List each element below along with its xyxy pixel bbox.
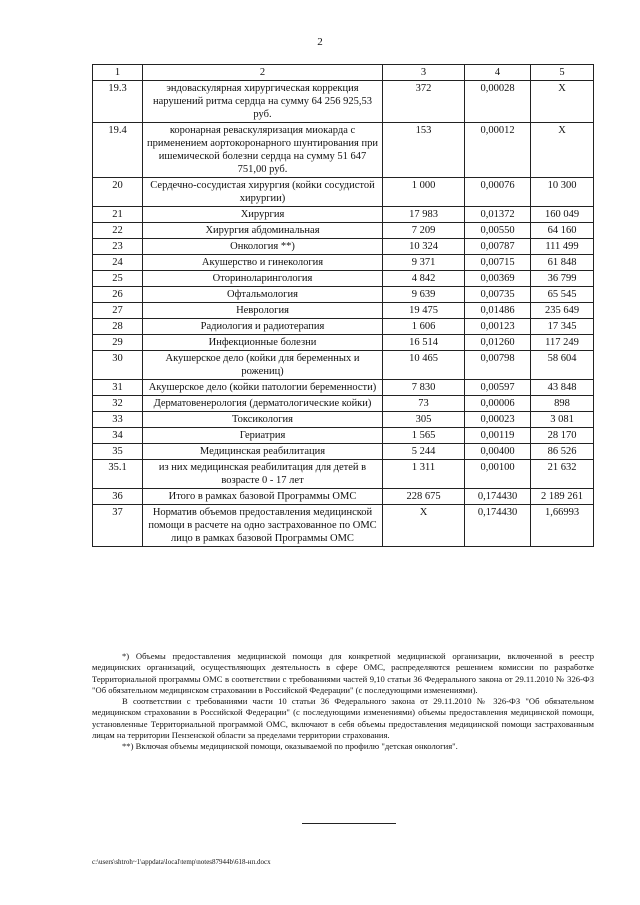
cell-c4: 0,00369 bbox=[465, 271, 531, 287]
table-row bbox=[93, 489, 594, 505]
cell-num: 34 bbox=[93, 428, 143, 444]
separator-line bbox=[302, 823, 396, 824]
table-row bbox=[93, 319, 594, 335]
cell-c5: 65 545 bbox=[531, 287, 594, 303]
cell-c3: 9 639 bbox=[383, 287, 465, 303]
cell-c5: 235 649 bbox=[531, 303, 594, 319]
cell-c3: 73 bbox=[383, 396, 465, 412]
table-row bbox=[93, 223, 594, 239]
cell-c3: Х bbox=[383, 505, 465, 547]
cell-c3: 19 475 bbox=[383, 303, 465, 319]
cell-c4: 0,00400 bbox=[465, 444, 531, 460]
cell-name: Дерматовенерология (дерматологические койки) bbox=[143, 396, 383, 412]
cell-c3: 17 983 bbox=[383, 207, 465, 223]
cell-name: Токсикология bbox=[143, 412, 383, 428]
footnote-2: В соответствии с требованиями части 10 статьи 36 Федерального закона от 29.11.2010 № 326-ФЗ "Об обязательном медицинском страховании в Российской Федерации" (с последующими изменениями) объемы предоставления медицинской помощи, установленные Территориальной программой ОМС, включают в себя объемы предоставления медицинской помощи застрахованным лицам на территории Пензенской области за пределами территории страхования. bbox=[92, 696, 594, 741]
table-row bbox=[93, 428, 594, 444]
cell-c3: 10 324 bbox=[383, 239, 465, 255]
cell-name: Неврология bbox=[143, 303, 383, 319]
cell-name: Онкология **) bbox=[143, 239, 383, 255]
cell-name: Итого в рамках базовой Программы ОМС bbox=[143, 489, 383, 505]
cell-num: 32 bbox=[93, 396, 143, 412]
cell-name: из них медицинская реабилитация для детей в возрасте 0 - 17 лет bbox=[143, 460, 383, 489]
table-row bbox=[93, 123, 594, 178]
cell-name: Оториноларингология bbox=[143, 271, 383, 287]
cell-c5: 3 081 bbox=[531, 412, 594, 428]
table-row bbox=[93, 505, 594, 547]
cell-num: 23 bbox=[93, 239, 143, 255]
cell-name: Гериатрия bbox=[143, 428, 383, 444]
cell-num: 36 bbox=[93, 489, 143, 505]
cell-c3: 9 371 bbox=[383, 255, 465, 271]
footer-file-path: c:\users\shtroh~1\appdata\local\temp\notes87944b\618-нп.docx bbox=[92, 858, 271, 866]
cell-name: Сердечно-сосудистая хирургия (койки сосудистой хирургии) bbox=[143, 178, 383, 207]
cell-c4: 0,00123 bbox=[465, 319, 531, 335]
cell-c4: 0,00715 bbox=[465, 255, 531, 271]
cell-name: коронарная реваскуляризация миокарда с применением аортокоронарного шунтирования при ишемической болезни сердца на сумму 51 647 751,00 руб. bbox=[143, 123, 383, 178]
cell-c4: 0,174430 bbox=[465, 489, 531, 505]
table-row bbox=[93, 287, 594, 303]
cell-c3: 1 311 bbox=[383, 460, 465, 489]
cell-c5: 86 526 bbox=[531, 444, 594, 460]
cell-c5: 28 170 bbox=[531, 428, 594, 444]
cell-c5: 17 345 bbox=[531, 319, 594, 335]
cell-num: 30 bbox=[93, 351, 143, 380]
cell-c4: 0,00735 bbox=[465, 287, 531, 303]
table-row bbox=[93, 303, 594, 319]
cell-num: 35.1 bbox=[93, 460, 143, 489]
cell-num: 29 bbox=[93, 335, 143, 351]
cell-c5: 160 049 bbox=[531, 207, 594, 223]
cell-num: 31 bbox=[93, 380, 143, 396]
cell-c5: 10 300 bbox=[531, 178, 594, 207]
cell-name: Хирургия bbox=[143, 207, 383, 223]
cell-num: 37 bbox=[93, 505, 143, 547]
cell-c3: 7 830 bbox=[383, 380, 465, 396]
cell-c5: 117 249 bbox=[531, 335, 594, 351]
cell-name: Инфекционные болезни bbox=[143, 335, 383, 351]
cell-num: 19.3 bbox=[93, 81, 143, 123]
cell-num: 19.4 bbox=[93, 123, 143, 178]
cell-c3: 16 514 bbox=[383, 335, 465, 351]
cell-num: 26 bbox=[93, 287, 143, 303]
header-cell: 1 bbox=[93, 65, 143, 81]
cell-c5: 2 189 261 bbox=[531, 489, 594, 505]
table-row bbox=[93, 239, 594, 255]
cell-c4: 0,00076 bbox=[465, 178, 531, 207]
cell-name: Офтальмология bbox=[143, 287, 383, 303]
cell-c4: 0,00100 bbox=[465, 460, 531, 489]
cell-c3: 228 675 bbox=[383, 489, 465, 505]
cell-c4: 0,00798 bbox=[465, 351, 531, 380]
cell-c3: 4 842 bbox=[383, 271, 465, 287]
cell-c4: 0,00023 bbox=[465, 412, 531, 428]
cell-c3: 7 209 bbox=[383, 223, 465, 239]
cell-num: 24 bbox=[93, 255, 143, 271]
cell-c5: 1,66993 bbox=[531, 505, 594, 547]
cell-name: Норматив объемов предоставления медицинской помощи в расчете на одно застрахованное по ОМС лицо в рамках базовой Программы ОМС bbox=[143, 505, 383, 547]
cell-num: 33 bbox=[93, 412, 143, 428]
cell-num: 28 bbox=[93, 319, 143, 335]
table-row bbox=[93, 444, 594, 460]
cell-c3: 5 244 bbox=[383, 444, 465, 460]
cell-c3: 1 000 bbox=[383, 178, 465, 207]
table-row bbox=[93, 351, 594, 380]
cell-c5: 111 499 bbox=[531, 239, 594, 255]
cell-c5: 43 848 bbox=[531, 380, 594, 396]
cell-c3: 153 bbox=[383, 123, 465, 178]
cell-c5: 21 632 bbox=[531, 460, 594, 489]
cell-num: 21 bbox=[93, 207, 143, 223]
header-cell: 4 bbox=[465, 65, 531, 81]
page-number: 2 bbox=[317, 36, 323, 48]
table-row bbox=[93, 255, 594, 271]
cell-c5: 58 604 bbox=[531, 351, 594, 380]
cell-num: 20 bbox=[93, 178, 143, 207]
cell-c4: 0,00119 bbox=[465, 428, 531, 444]
cell-c3: 305 bbox=[383, 412, 465, 428]
table-row bbox=[93, 178, 594, 207]
table-row bbox=[93, 271, 594, 287]
cell-c5: 36 799 bbox=[531, 271, 594, 287]
cell-c4: 0,174430 bbox=[465, 505, 531, 547]
table-row bbox=[93, 412, 594, 428]
cell-num: 25 bbox=[93, 271, 143, 287]
cell-c4: 0,01486 bbox=[465, 303, 531, 319]
footnotes bbox=[92, 651, 594, 753]
cell-c4: 0,01260 bbox=[465, 335, 531, 351]
cell-name: Акушерское дело (койки для беременных и рожениц) bbox=[143, 351, 383, 380]
header-cell: 3 bbox=[383, 65, 465, 81]
header-cell: 5 bbox=[531, 65, 594, 81]
cell-c4: 0,00012 bbox=[465, 123, 531, 178]
cell-c4: 0,01372 bbox=[465, 207, 531, 223]
cell-c4: 0,00028 bbox=[465, 81, 531, 123]
cell-name: Акушерское дело (койки патологии беременности) bbox=[143, 380, 383, 396]
table-row bbox=[93, 460, 594, 489]
cell-num: 27 bbox=[93, 303, 143, 319]
cell-name: Медицинская реабилитация bbox=[143, 444, 383, 460]
table-row bbox=[93, 380, 594, 396]
cell-num: 22 bbox=[93, 223, 143, 239]
footnote-1: *) Объемы предоставления медицинской помощи для конкретной медицинской организации, включенной в реестр медицинских организаций, осуществляющих деятельность в сфере ОМС, распределяются решением комиссии по разработке Территориальной программы ОМС в соответствии с требованиями частей 9,10 статьи 36 Федерального закона от 29.11.2010 № 326-ФЗ "Об обязательном медицинском страховании в Российской Федерации" (с последующими изменениями). bbox=[92, 651, 594, 695]
cell-c5: Х bbox=[531, 81, 594, 123]
cell-num: 35 bbox=[93, 444, 143, 460]
cell-c3: 1 606 bbox=[383, 319, 465, 335]
cell-c3: 372 bbox=[383, 81, 465, 123]
cell-name: Радиология и радиотерапия bbox=[143, 319, 383, 335]
table-row bbox=[93, 335, 594, 351]
volumes-table bbox=[92, 64, 594, 547]
cell-c4: 0,00787 bbox=[465, 239, 531, 255]
cell-c5: 61 848 bbox=[531, 255, 594, 271]
cell-c3: 1 565 bbox=[383, 428, 465, 444]
cell-c4: 0,00597 bbox=[465, 380, 531, 396]
table-row bbox=[93, 207, 594, 223]
footnote-3: **) Включая объемы медицинской помощи, оказываемой по профилю "детская онкология". bbox=[122, 741, 458, 752]
cell-c5: 64 160 bbox=[531, 223, 594, 239]
cell-c5: Х bbox=[531, 123, 594, 178]
cell-c5: 898 bbox=[531, 396, 594, 412]
cell-name: эндоваскулярная хирургическая коррекция нарушений ритма сердца на сумму 64 256 925,53 руб. bbox=[143, 81, 383, 123]
table-row bbox=[93, 396, 594, 412]
header-cell: 2 bbox=[143, 65, 383, 81]
cell-c4: 0,00006 bbox=[465, 396, 531, 412]
cell-name: Акушерство и гинекология bbox=[143, 255, 383, 271]
cell-c3: 10 465 bbox=[383, 351, 465, 380]
cell-name: Хирургия абдоминальная bbox=[143, 223, 383, 239]
table-row bbox=[93, 81, 594, 123]
cell-c4: 0,00550 bbox=[465, 223, 531, 239]
table-header-row bbox=[93, 65, 594, 81]
